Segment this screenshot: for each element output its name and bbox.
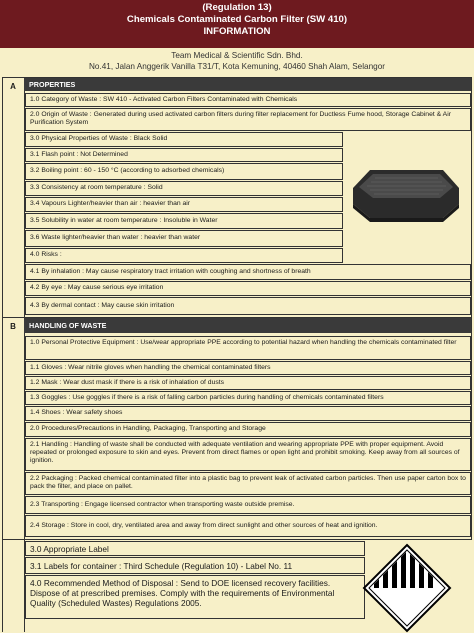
regulation-label: (Regulation 13) <box>202 2 272 13</box>
handling-row: 1.0 Personal Protective Equipment : Use/wear appropriate PPE according to potential hazard when handling the chemicals contaminated filter <box>25 336 471 360</box>
properties-row: 1.0 Category of Waste : SW 410 - Activated Carbon Filters Contaminated with Chemicals <box>25 93 471 107</box>
carbon-filter-image <box>345 158 465 228</box>
hazard-class-9-placard <box>362 543 452 633</box>
section-b-title: HANDLING OF WASTE <box>24 318 471 333</box>
handling-row: 1.3 Goggles : Use goggles if there is a risk of falling carbon particles during handling of chemicals contaminated filters <box>25 391 471 405</box>
section-a-title: PROPERTIES <box>24 78 471 91</box>
properties-row: 3.1 Flash point : Not Determined <box>25 148 343 162</box>
company-block <box>0 50 474 72</box>
label-row: 3.0 Appropriate Label <box>25 541 365 556</box>
handling-row: 2.4 Storage : Store in cool, dry, ventilated area and away from direct sunlight and other sources of heat and ignition. <box>25 515 471 537</box>
handling-row: 2.0 Procedures/Precautions in Handling, Packaging, Transporting and Storage <box>25 422 471 437</box>
handling-row: 2.3 Transporting : Engage licensed contractor when transporting waste outside premise. <box>25 496 471 514</box>
handling-row: 1.4 Shoes : Wear safety shoes <box>25 406 471 421</box>
properties-row: 3.0 Physical Properties of Waste : Black Solid <box>25 132 343 147</box>
section-a-left-border <box>2 77 3 317</box>
properties-row: 3.3 Consistency at room temperature : Solid <box>25 181 343 196</box>
handling-row: 2.1 Handling : Handling of waste shall be conducted with adequate ventilation and wearing appropriate PPE with proper equipment. Avoid repeated or prolonged exposure to skin and eyes. Prevent from direct flames or open light and prohibit smoking. Keep away from all sources of ignition. <box>25 438 471 471</box>
properties-row: 4.3 By dermal contact : May cause skin irritation <box>25 297 471 315</box>
section-b-right-border <box>471 317 472 539</box>
section-b-left-border <box>2 317 3 539</box>
section-c-left-border <box>2 539 3 632</box>
handling-row: 1.1 Gloves : Wear nitrile gloves when handling the chemical contaminated filters <box>25 361 471 375</box>
properties-row: 3.2 Boiling point : 60 - 150 °C (according to adsorbed chemicals) <box>25 163 343 180</box>
document-subtitle: INFORMATION <box>203 26 271 37</box>
section-c-top-border <box>2 539 472 540</box>
handling-row: 1.2 Mask : Wear dust mask if there is a risk of inhalation of dusts <box>25 376 471 390</box>
section-a-letter: A <box>10 82 16 91</box>
company-address: No.41, Jalan Anggerik Vanilla T31/T, Kota Kemuning, 40460 Shah Alam, Selangor <box>88 62 385 71</box>
properties-row: 3.4 Vapours Lighter/heavier than air : heavier than air <box>25 197 343 212</box>
document-header <box>0 0 474 48</box>
section-b-letter: B <box>10 322 16 331</box>
handling-row: 2.2 Packaging : Packed chemical contaminated filter into a plastic bag to prevent leak of activated carbon particles. Then use paper carton box to pack the filter, and place on pallet. <box>25 472 471 495</box>
properties-row: 2.0 Origin of Waste : Generated during used activated carbon filters during filter replacement for Ductless Fume hood, Storage Cabinet & Air Purification System <box>25 108 471 131</box>
disposal-row: 4.0 Recommended Method of Disposal : Send to DOE licensed recovery facilities. Dispose of at prescribed premises. Comply with the requirements of Environmental Quality (Scheduled Wastes) Regulations 2005. <box>25 575 365 619</box>
properties-row: 3.6 Waste lighter/heavier than water : heavier than water <box>25 230 343 247</box>
properties-row: 3.5 Solubility in water at room temperature : Insoluble in Water <box>25 213 343 229</box>
properties-row: 4.0 Risks : <box>25 248 343 263</box>
document-title: Chemicals Contaminated Carbon Filter (SW 410) <box>126 14 348 25</box>
properties-row: 4.2 By eye : May cause serious eye irritation <box>25 281 471 296</box>
properties-row: 4.1 By inhalation : May cause respiratory tract irritation with coughing and shortness of breath <box>25 264 471 280</box>
section-a-right-border <box>471 77 472 317</box>
company-name: Team Medical & Scientific Sdn. Bhd. <box>171 51 303 60</box>
label-row: 3.1 Labels for container : Third Schedule (Regulation 10) - Label No. 11 <box>25 557 365 574</box>
